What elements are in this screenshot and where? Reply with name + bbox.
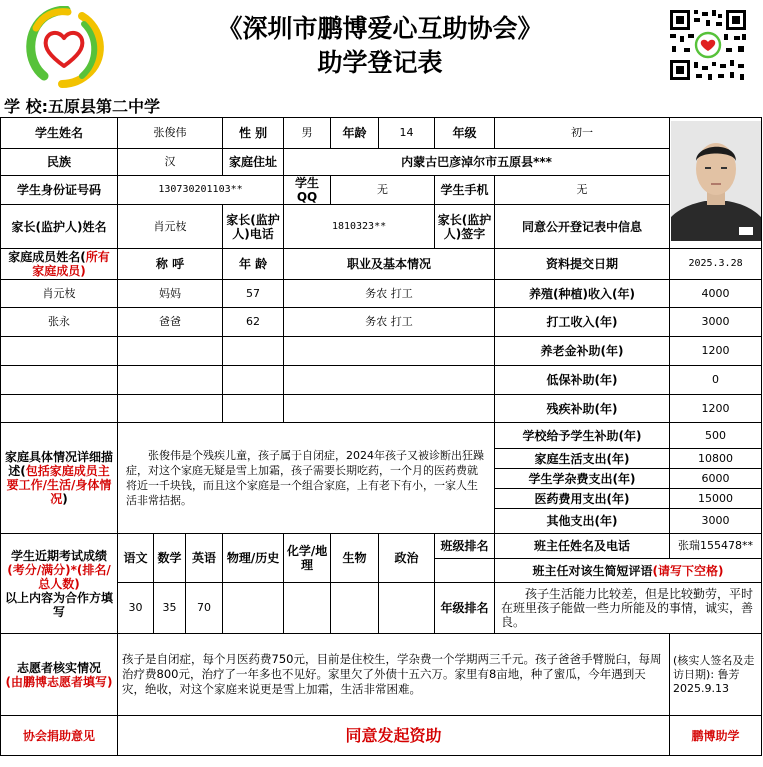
label-guardian-phone: 家长(监护人)电话 <box>223 205 284 249</box>
table-row <box>1 423 762 449</box>
assoc-name: 鹏博助学 <box>670 716 762 756</box>
table-row <box>1 205 762 249</box>
verifier-info: (核实人签名及走访日期): 鲁芳 2025.9.13 <box>670 634 762 716</box>
table-row <box>1 395 762 423</box>
member-occupation-empty <box>284 337 495 366</box>
table-row <box>1 534 762 559</box>
member-relation-empty <box>118 366 223 395</box>
subject-english: 英语 <box>186 534 223 583</box>
student-age: 14 <box>379 118 435 149</box>
label-occupation: 职业及基本情况 <box>284 249 495 280</box>
finance-label: 医药费用支出(年) <box>495 489 670 509</box>
registration-table <box>0 117 762 756</box>
label-qq: 学生QQ <box>284 176 331 205</box>
member-occupation-empty <box>284 366 495 395</box>
finance-label: 打工收入(年) <box>495 308 670 337</box>
label-ethnicity: 民族 <box>1 149 118 176</box>
label-exam: 学生近期考试成绩 (考分/满分)*(排名/总人数) 以上内容为合作方填写 <box>1 534 118 634</box>
subject-politics: 政治 <box>379 534 435 583</box>
finance-value: 0 <box>670 366 762 395</box>
label-family-members: 家庭成员姓名(所有家庭成员) <box>1 249 118 280</box>
score-physics-history <box>223 583 284 634</box>
member-name-empty <box>1 395 118 423</box>
volunteer-text: 孩子是自闭症，每个月医药费750元，目前是住校生，学杂费一个学期两三千元。孩子爸爸手臂脱臼，每周治疗费800元，治疗了一年多也不见好。家里欠了外债十五六万。家里有8亩地，种了蜜瓜，今年遇到天灾，绝收，对这个家庭来说更是雪上加霜，生活非常困难。 <box>118 634 670 716</box>
student-gender: 男 <box>284 118 331 149</box>
score-chinese: 30 <box>118 583 154 634</box>
member-age: 62 <box>223 308 284 337</box>
family-description: 张俊伟是个残疾儿童，孩子属于自闭症，2024年孩子又被诊断出狂躁症，对这个家庭无疑是雪上加霜，孩子需要长期吃药，一个月的医药费就将近一千块钱，而且这个家庭是一个组合家庭，上有老下有小，一家人生活非常拮据。 <box>118 423 495 534</box>
table-row <box>1 118 762 149</box>
label-class-rank: 班级排名 <box>435 534 495 559</box>
student-grade: 初一 <box>495 118 670 149</box>
member-age-empty <box>223 337 284 366</box>
member-relation-empty <box>118 395 223 423</box>
finance-label: 家庭生活支出(年) <box>495 449 670 469</box>
label-teacher-comment: 班主任对该生简短评语(请写下空格) <box>495 559 762 583</box>
subject-biology: 生物 <box>331 534 379 583</box>
school-line: 学 校:五原县第二中学 <box>4 97 160 116</box>
table-row <box>1 366 762 395</box>
student-photo <box>670 118 762 249</box>
table-row <box>1 280 762 308</box>
consent-label: 同意公开登记表中信息 <box>495 205 670 249</box>
finance-label: 养殖(种植)收入(年) <box>495 280 670 308</box>
table-row <box>1 308 762 337</box>
student-photo-icon <box>671 121 761 241</box>
class-rank-value <box>435 559 495 583</box>
student-address: 内蒙古巴彦淖尔市五原县*** <box>284 149 670 176</box>
score-biology <box>331 583 379 634</box>
qr-code-icon <box>668 8 748 82</box>
subject-physics-history: 物理/历史 <box>223 534 284 583</box>
finance-label: 残疾补助(年) <box>495 395 670 423</box>
table-row <box>1 149 762 176</box>
guardian-name: 肖元枝 <box>118 205 223 249</box>
subject-chemistry-geography: 化学/地理 <box>284 534 331 583</box>
score-english: 70 <box>186 583 223 634</box>
label-submit-date: 资料提交日期 <box>495 249 670 280</box>
finance-label: 学生学杂费支出(年) <box>495 469 670 489</box>
member-occupation-empty <box>284 395 495 423</box>
finance-value: 1200 <box>670 337 762 366</box>
form-title: 《深圳市鹏博爱心互助协会》 <box>217 14 543 43</box>
member-name: 肖元枝 <box>1 280 118 308</box>
label-guardian-sign: 家长(监护人)签字 <box>435 205 495 249</box>
finance-value: 3000 <box>670 308 762 337</box>
table-row <box>1 634 762 716</box>
student-name: 张俊伟 <box>118 118 223 149</box>
score-chemistry-geography <box>284 583 331 634</box>
label-teacher: 班主任姓名及电话 <box>495 534 670 559</box>
member-relation: 爸爸 <box>118 308 223 337</box>
label-age: 年龄 <box>331 118 379 149</box>
member-relation: 妈妈 <box>118 280 223 308</box>
label-address: 家庭住址 <box>223 149 284 176</box>
finance-value: 4000 <box>670 280 762 308</box>
label-guardian-name: 家长(监护人)姓名 <box>1 205 118 249</box>
finance-value: 15000 <box>670 489 762 509</box>
member-name-empty <box>1 366 118 395</box>
finance-value: 10800 <box>670 449 762 469</box>
finance-value: 1200 <box>670 395 762 423</box>
label-member-age: 年 龄 <box>223 249 284 280</box>
member-occupation: 务农 打工 <box>284 308 495 337</box>
score-math: 35 <box>154 583 186 634</box>
teacher-info: 张瑞155478** <box>670 534 762 559</box>
finance-label: 学校给予学生补助(年) <box>495 423 670 449</box>
subject-chinese: 语文 <box>118 534 154 583</box>
finance-value: 500 <box>670 423 762 449</box>
table-row <box>1 176 762 205</box>
member-name: 张永 <box>1 308 118 337</box>
finance-label: 低保补助(年) <box>495 366 670 395</box>
label-grade: 年级 <box>435 118 495 149</box>
teacher-comment: 孩子生活能力比较差，但是比较勤劳，平时在班里孩子能做一些力所能及的事情，诚实，善良。 <box>495 583 762 634</box>
student-id-number: 130730201103** <box>118 176 284 205</box>
label-name: 学生姓名 <box>1 118 118 149</box>
member-occupation: 务农 打工 <box>284 280 495 308</box>
table-row <box>1 249 762 280</box>
member-age-empty <box>223 366 284 395</box>
student-ethnicity: 汉 <box>118 149 223 176</box>
finance-value: 6000 <box>670 469 762 489</box>
label-assoc-opinion: 协会捐助意见 <box>1 716 118 756</box>
finance-label: 其他支出(年) <box>495 509 670 534</box>
label-grade-rank: 年级排名 <box>435 583 495 634</box>
member-age: 57 <box>223 280 284 308</box>
member-name-empty <box>1 337 118 366</box>
finance-value: 3000 <box>670 509 762 534</box>
label-phone: 学生手机 <box>435 176 495 205</box>
member-age-empty <box>223 395 284 423</box>
label-id-number: 学生身份证号码 <box>1 176 118 205</box>
member-relation-empty <box>118 337 223 366</box>
subject-math: 数学 <box>154 534 186 583</box>
student-phone: 无 <box>495 176 670 205</box>
label-gender: 性 别 <box>223 118 284 149</box>
submit-date: 2025.3.28 <box>670 249 762 280</box>
form-header <box>0 0 763 88</box>
finance-label: 养老金补助(年) <box>495 337 670 366</box>
table-row <box>1 716 762 756</box>
label-volunteer: 志愿者核实情况 (由鹏博志愿者填写) <box>1 634 118 716</box>
label-relation: 称 呼 <box>118 249 223 280</box>
student-qq: 无 <box>331 176 435 205</box>
label-family-description: 家庭具体情况详细描述(包括家庭成员主要工作/生活/身体情况) <box>1 423 118 534</box>
score-politics <box>379 583 435 634</box>
guardian-phone: 1810323** <box>284 205 435 249</box>
heart-logo-icon <box>22 6 106 88</box>
form-subtitle: 助学登记表 <box>317 48 443 77</box>
assoc-decision: 同意发起资助 <box>118 716 670 756</box>
table-row <box>1 337 762 366</box>
